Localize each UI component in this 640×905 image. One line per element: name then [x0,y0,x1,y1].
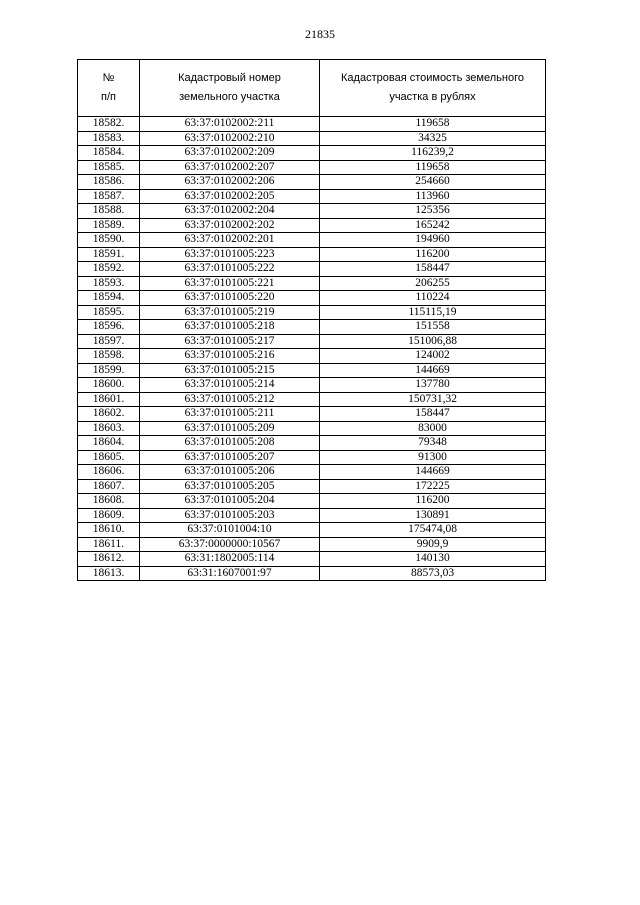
table-row [78,523,546,538]
table-row [78,247,546,262]
header-cadastral-value-line1: Кадастровая стоимость земельного [341,72,524,84]
row-number-cell: 18587. [78,189,140,204]
table-row [78,218,546,233]
table-row [78,436,546,451]
cadastral-number-cell: 63:37:0101005:221 [140,276,320,291]
row-number-cell: 18603. [78,421,140,436]
cadastral-value-cell: 119658 [320,160,546,175]
header-cadastral-value-line2: участка в рублях [389,91,476,103]
table-row [78,262,546,277]
row-number-cell: 18608. [78,494,140,509]
row-number-cell: 18588. [78,204,140,219]
row-number-cell: 18591. [78,247,140,262]
row-number-cell: 18598. [78,349,140,364]
cadastral-value-cell: 151006,88 [320,334,546,349]
table-row [78,276,546,291]
row-number-cell: 18586. [78,175,140,190]
row-number-cell: 18599. [78,363,140,378]
cadastral-number-cell: 63:37:0101005:206 [140,465,320,480]
header-row-number-line2: п/п [101,91,116,103]
row-number-cell: 18609. [78,508,140,523]
cadastral-value-cell: 110224 [320,291,546,306]
header-cadastral-value [320,60,546,117]
row-number-cell: 18606. [78,465,140,480]
cadastral-number-cell: 63:37:0102002:211 [140,117,320,132]
row-number-cell: 18607. [78,479,140,494]
cadastral-value-cell: 165242 [320,218,546,233]
cadastral-value-cell: 9909,9 [320,537,546,552]
page-number: 21835 [305,27,335,41]
cadastral-number-cell: 63:37:0101005:214 [140,378,320,393]
row-number-cell: 18593. [78,276,140,291]
header-row-number [78,60,140,117]
cadastral-number-cell: 63:37:0101004:10 [140,523,320,538]
table-row [78,160,546,175]
table-row [78,479,546,494]
row-number-cell: 18594. [78,291,140,306]
cadastral-value-cell: 91300 [320,450,546,465]
cadastral-number-cell: 63:37:0101005:211 [140,407,320,422]
row-number-cell: 18583. [78,131,140,146]
cadastral-number-cell: 63:37:0101005:203 [140,508,320,523]
table-row [78,552,546,567]
row-number-cell: 18596. [78,320,140,335]
cadastral-value-cell: 116200 [320,494,546,509]
cadastral-number-cell: 63:31:1802005:114 [140,552,320,567]
cadastral-value-cell: 137780 [320,378,546,393]
cadastral-value-cell: 172225 [320,479,546,494]
cadastral-number-cell: 63:37:0101005:208 [140,436,320,451]
cadastral-value-cell: 116239,2 [320,146,546,161]
cadastral-number-cell: 63:37:0102002:205 [140,189,320,204]
table-row [78,291,546,306]
row-number-cell: 18604. [78,436,140,451]
table-row [78,189,546,204]
table-row [78,465,546,480]
cadastral-value-cell: 140130 [320,552,546,567]
row-number-cell: 18590. [78,233,140,248]
cadastral-value-cell: 194960 [320,233,546,248]
table-row [78,334,546,349]
cadastral-value-cell: 158447 [320,407,546,422]
row-number-cell: 18597. [78,334,140,349]
row-number-cell: 18612. [78,552,140,567]
cadastral-value-cell: 125356 [320,204,546,219]
cadastral-number-cell: 63:37:0101005:212 [140,392,320,407]
cadastral-value-cell: 144669 [320,465,546,480]
table-body [78,117,546,581]
cadastral-number-cell: 63:37:0102002:202 [140,218,320,233]
table-row [78,494,546,509]
cadastral-number-cell: 63:37:0102002:210 [140,131,320,146]
cadastral-value-cell: 88573,03 [320,566,546,581]
cadastral-value-cell: 113960 [320,189,546,204]
table-header-row [78,60,546,117]
cadastral-value-cell: 151558 [320,320,546,335]
row-number-cell: 18602. [78,407,140,422]
cadastral-value-cell: 158447 [320,262,546,277]
cadastral-number-cell: 63:37:0101005:219 [140,305,320,320]
row-number-cell: 18605. [78,450,140,465]
row-number-cell: 18610. [78,523,140,538]
row-number-cell: 18592. [78,262,140,277]
table-row [78,175,546,190]
cadastral-value-cell: 115115,19 [320,305,546,320]
header-cadastral-number [140,60,320,117]
cadastral-number-cell: 63:37:0101005:204 [140,494,320,509]
cadastral-number-cell: 63:37:0101005:207 [140,450,320,465]
cadastral-number-cell: 63:37:0102002:204 [140,204,320,219]
cadastral-number-cell: 63:37:0101005:209 [140,421,320,436]
table-row [78,378,546,393]
table-row [78,305,546,320]
row-number-cell: 18584. [78,146,140,161]
header-cadastral-number-line2: земельного участка [179,91,280,103]
cadastral-value-cell: 124002 [320,349,546,364]
row-number-cell: 18582. [78,117,140,132]
cadastral-number-cell: 63:37:0102002:207 [140,160,320,175]
cadastral-number-cell: 63:31:1607001:97 [140,566,320,581]
row-number-cell: 18613. [78,566,140,581]
cadastral-value-cell: 34325 [320,131,546,146]
table-row [78,407,546,422]
cadastral-value-cell: 206255 [320,276,546,291]
cadastral-value-table [77,59,546,581]
row-number-cell: 18595. [78,305,140,320]
cadastral-value-cell: 144669 [320,363,546,378]
table-row [78,392,546,407]
cadastral-value-cell: 79348 [320,436,546,451]
table-row [78,450,546,465]
table-row [78,131,546,146]
cadastral-value-cell: 130891 [320,508,546,523]
row-number-cell: 18611. [78,537,140,552]
table-row [78,204,546,219]
cadastral-value-cell: 150731,32 [320,392,546,407]
row-number-cell: 18589. [78,218,140,233]
cadastral-number-cell: 63:37:0101005:205 [140,479,320,494]
table-row [78,537,546,552]
cadastral-value-cell: 119658 [320,117,546,132]
cadastral-number-cell: 63:37:0102002:206 [140,175,320,190]
table-row [78,349,546,364]
cadastral-value-cell: 116200 [320,247,546,262]
cadastral-value-cell: 83000 [320,421,546,436]
table-row [78,320,546,335]
cadastral-number-cell: 63:37:0101005:223 [140,247,320,262]
cadastral-number-cell: 63:37:0102002:201 [140,233,320,248]
table-row [78,508,546,523]
cadastral-number-cell: 63:37:0101005:222 [140,262,320,277]
table-row [78,233,546,248]
cadastral-number-cell: 63:37:0101005:215 [140,363,320,378]
cadastral-number-cell: 63:37:0101005:217 [140,334,320,349]
cadastral-number-cell: 63:37:0101005:216 [140,349,320,364]
header-cadastral-number-line1: Кадастровый номер [178,72,281,84]
table-row [78,566,546,581]
header-row-number-line1: № [102,72,115,84]
cadastral-number-cell: 63:37:0101005:218 [140,320,320,335]
table-row [78,421,546,436]
cadastral-number-cell: 63:37:0000000:10567 [140,537,320,552]
cadastral-value-cell: 254660 [320,175,546,190]
row-number-cell: 18601. [78,392,140,407]
table-row [78,363,546,378]
cadastral-number-cell: 63:37:0101005:220 [140,291,320,306]
table-row [78,117,546,132]
cadastral-value-cell: 175474,08 [320,523,546,538]
row-number-cell: 18585. [78,160,140,175]
cadastral-number-cell: 63:37:0102002:209 [140,146,320,161]
row-number-cell: 18600. [78,378,140,393]
table-row [78,146,546,161]
